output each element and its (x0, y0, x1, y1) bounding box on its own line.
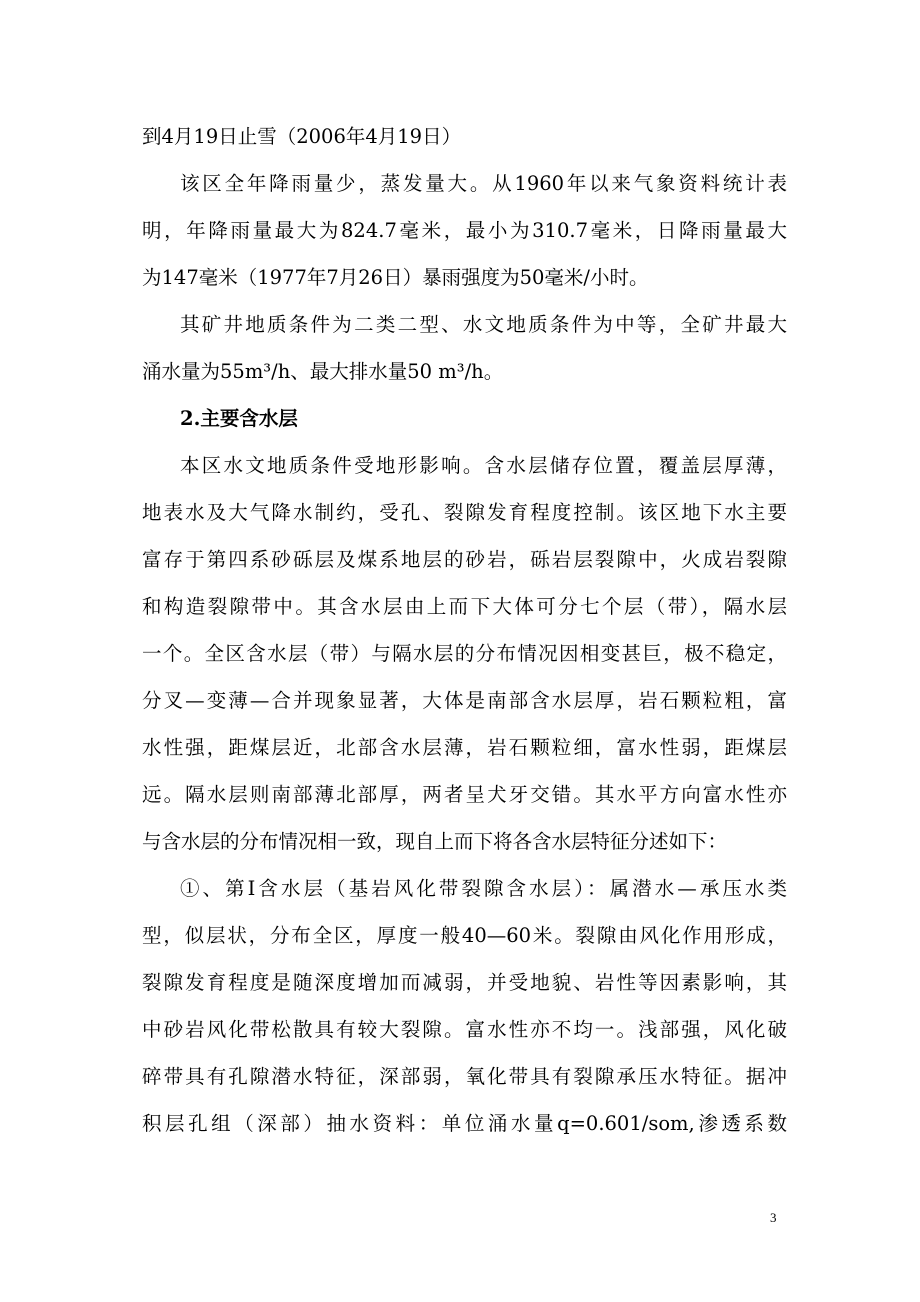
page-number: 3 (770, 1210, 777, 1225)
paragraph-line: 地表水及大气降水制约，受孔、裂隙发育程度控制。该区地下水主要 (142, 501, 787, 524)
paragraph-line: 和构造裂隙带中。其含水层由上而下大体可分七个层（带），隔水层 (142, 595, 787, 618)
paragraph-line: 本区水文地质条件受地形影响。含水层储存位置，覆盖层厚薄， (180, 454, 787, 477)
paragraph-line: 到4月19日止雪（2006年4月19日） (142, 125, 462, 148)
paragraph-line: 明，年降雨量最大为824.7毫米，最小为310.7毫米，日降雨量最大 (142, 219, 787, 242)
paragraph-line: 型，似层状，分布全区，厚度一般40—60米。裂隙由风化作用形成， (142, 924, 787, 947)
paragraph-line: 与含水层的分布情况相一致，现自上而下将各含水层特征分述如下： (142, 830, 728, 853)
paragraph-line: 为147毫米（1977年7月26日）暴雨强度为50毫米/小时。 (142, 266, 649, 289)
paragraph-line: 富存于第四系砂砾层及煤系地层的砂岩，砾岩层裂隙中，火成岩裂隙 (142, 548, 787, 571)
paragraph-line: 中砂岩风化带松散具有较大裂隙。富水性亦不均一。浅部强，风化破 (142, 1018, 787, 1041)
paragraph-line: 碎带具有孔隙潜水特征，深部弱，氧化带具有裂隙承压水特征。据冲 (142, 1065, 787, 1088)
paragraph-line: 分叉—变薄—合并现象显著，大体是南部含水层厚，岩石颗粒粗，富 (142, 689, 787, 712)
document-body (142, 113, 787, 1147)
paragraph-line: 该区全年降雨量少，蒸发量大。从1960年以来气象资料统计表 (180, 172, 787, 195)
paragraph-line: 一个。全区含水层（带）与隔水层的分布情况因相变甚巨，极不稳定， (142, 642, 787, 665)
paragraph-line: 积层孔组（深部）抽水资料：单位涌水量q=0.601/som,渗透系数 (142, 1112, 787, 1135)
section-heading: 2.主要含水层 (180, 407, 298, 430)
paragraph-line: 裂隙发育程度是随深度增加而减弱，并受地貌、岩性等因素影响，其 (142, 971, 787, 994)
paragraph-line: 其矿井地质条件为二类二型、水文地质条件为中等，全矿井最大 (180, 313, 787, 336)
paragraph-line: 远。隔水层则南部薄北部厚，两者呈犬牙交错。其水平方向富水性亦 (142, 783, 787, 806)
paragraph-line: 涌水量为55m³/h、最大排水量50 m³/h。 (142, 360, 504, 383)
paragraph-line: ①、第Ⅰ含水层（基岩风化带裂隙含水层）：属潜水—承压水类 (180, 877, 787, 900)
paragraph-line: 水性强，距煤层近，北部含水层薄，岩石颗粒细，富水性弱，距煤层 (142, 736, 787, 759)
